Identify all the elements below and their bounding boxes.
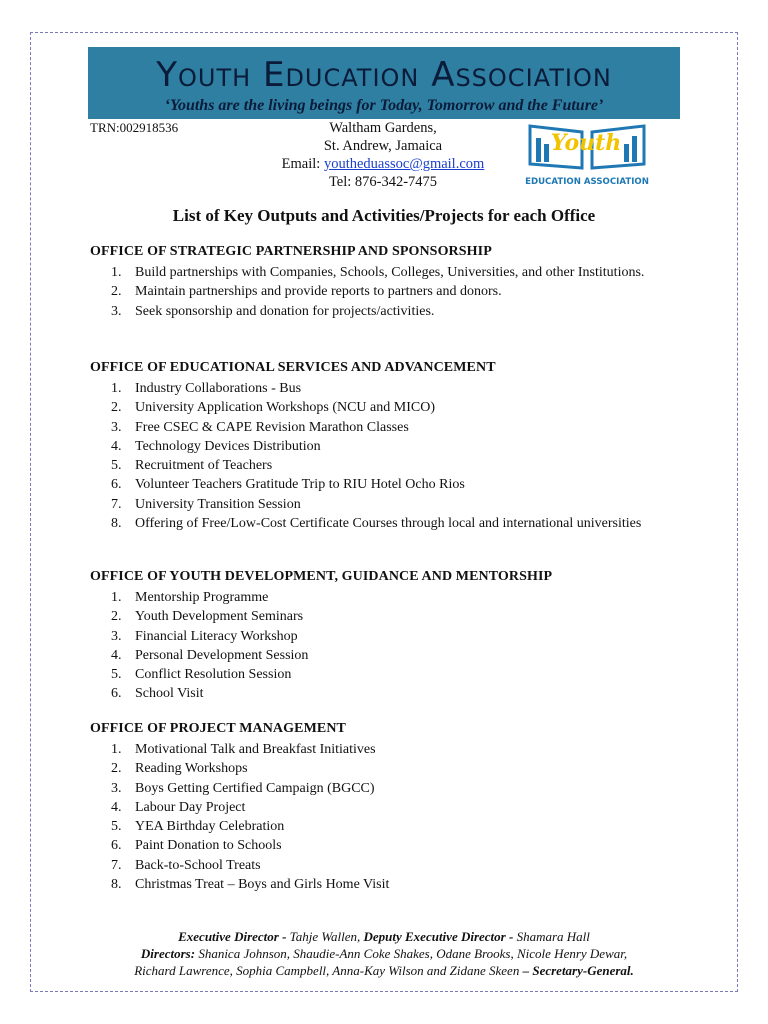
email-label: Email: [281, 156, 324, 172]
list-item: 3. Seek sponsorship and donation for projects/activities. [111, 303, 435, 319]
deputy-director-label: Deputy Executive Director - [363, 929, 517, 944]
list-item: 3. Boys Getting Certified Campaign (BGCC) [111, 780, 375, 796]
section-list [90, 740, 650, 894]
section-youth-development [90, 568, 650, 704]
tagline: ‘Youths are the living beings for Today, Tomorrow and the Future’ [164, 97, 604, 114]
section-heading: OFFICE OF PROJECT MANAGEMENT [90, 721, 346, 736]
list-item: 4. Technology Devices Distribution [111, 438, 321, 454]
list-item: 7. Back-to-School Treats [111, 857, 261, 873]
contact-block [260, 119, 506, 191]
section-strategic-partnership [90, 243, 650, 321]
section-educational-services [90, 359, 650, 533]
list-item: 8. Offering of Free/Low-Cost Certificate Courses through local and international universities [111, 516, 642, 532]
directors-names-2: Richard Lawrence, Sophia Campbell, Anna-Kay Wilson and Zidane Skeen [134, 963, 523, 978]
trn-number: TRN:002918536 [90, 120, 179, 135]
list-item: 7. University Transition Session [111, 496, 301, 512]
logo-word: Youth [550, 130, 622, 156]
list-item: 2. Youth Development Seminars [111, 609, 304, 625]
list-item: 5. YEA Birthday Celebration [111, 819, 285, 835]
list-item: 5. Recruitment of Teachers [111, 458, 273, 474]
list-item: 6. School Visit [111, 686, 204, 702]
list-item: 3. Financial Literacy Workshop [111, 628, 298, 644]
section-heading: OFFICE OF EDUCATIONAL SERVICES AND ADVANCEMENT [90, 360, 496, 375]
list-item: 1. Mentorship Programme [111, 590, 269, 605]
footer-line-1 [60, 928, 708, 945]
directors-label: Directors: [140, 946, 199, 961]
tel-line: Tel: 876-342-7475 [328, 174, 438, 190]
list-item: 6. Volunteer Teachers Gratitude Trip to RIU Hotel Ocho Rios [111, 477, 465, 493]
list-item: 2. University Application Workshops (NCU and MICO) [111, 400, 435, 416]
section-heading: OFFICE OF YOUTH DEVELOPMENT, GUIDANCE AND MENTORSHIP [90, 569, 553, 584]
list-item: 4. Labour Day Project [111, 799, 246, 815]
deputy-director-name: Shamara Hall [516, 929, 590, 944]
email-link[interactable]: youtheduassoc@gmail.com [323, 156, 485, 172]
list-item: 3. Free CSEC & CAPE Revision Marathon Classes [111, 419, 409, 435]
email-line [260, 155, 506, 173]
open-book-icon [524, 120, 650, 190]
header-banner [88, 47, 680, 119]
address-line-1: Waltham Gardens, [329, 120, 437, 136]
list-item: 6. Paint Donation to Schools [111, 838, 282, 854]
footer-line-2 [60, 945, 708, 962]
directors-names-1: Shanica Johnson, Shaudie-Ann Coke Shakes, Odane Brooks, Nicole Henry Dewar, [198, 946, 628, 961]
section-list [90, 379, 650, 533]
list-item: 1. Build partnerships with Companies, Schools, Colleges, Universities, and other Institutions. [111, 265, 645, 280]
footer-line-3 [60, 962, 708, 979]
org-name: Youth Education Association [156, 55, 612, 95]
logo-caption: EDUCATION ASSOCIATION [525, 177, 649, 187]
list-item: 5. Conflict Resolution Session [111, 667, 292, 683]
list-item: 1. Motivational Talk and Breakfast Initiatives [111, 742, 376, 757]
exec-director-name: Tahje Wallen, [289, 929, 364, 944]
list-item: 8. Christmas Treat – Boys and Girls Home Visit [111, 877, 390, 893]
list-item: 2. Maintain partnerships and provide reports to partners and donors. [111, 284, 502, 300]
leadership-footer [60, 928, 708, 979]
section-list [90, 263, 650, 321]
organization-logo [524, 120, 650, 190]
document-title: List of Key Outputs and Activities/Projects for each Office [172, 206, 596, 225]
list-item: 4. Personal Development Session [111, 647, 309, 663]
section-heading: OFFICE OF STRATEGIC PARTNERSHIP AND SPONSORSHIP [90, 244, 492, 259]
exec-director-label: Executive Director - [178, 929, 290, 944]
list-item: 2. Reading Workshops [111, 761, 248, 777]
secretary-general-label: – Secretary-General. [522, 963, 634, 978]
list-item: 1. Industry Collaborations - Bus [111, 381, 302, 396]
section-list [90, 588, 650, 704]
section-project-management [90, 720, 650, 894]
address-line-2: St. Andrew, Jamaica [323, 138, 443, 154]
